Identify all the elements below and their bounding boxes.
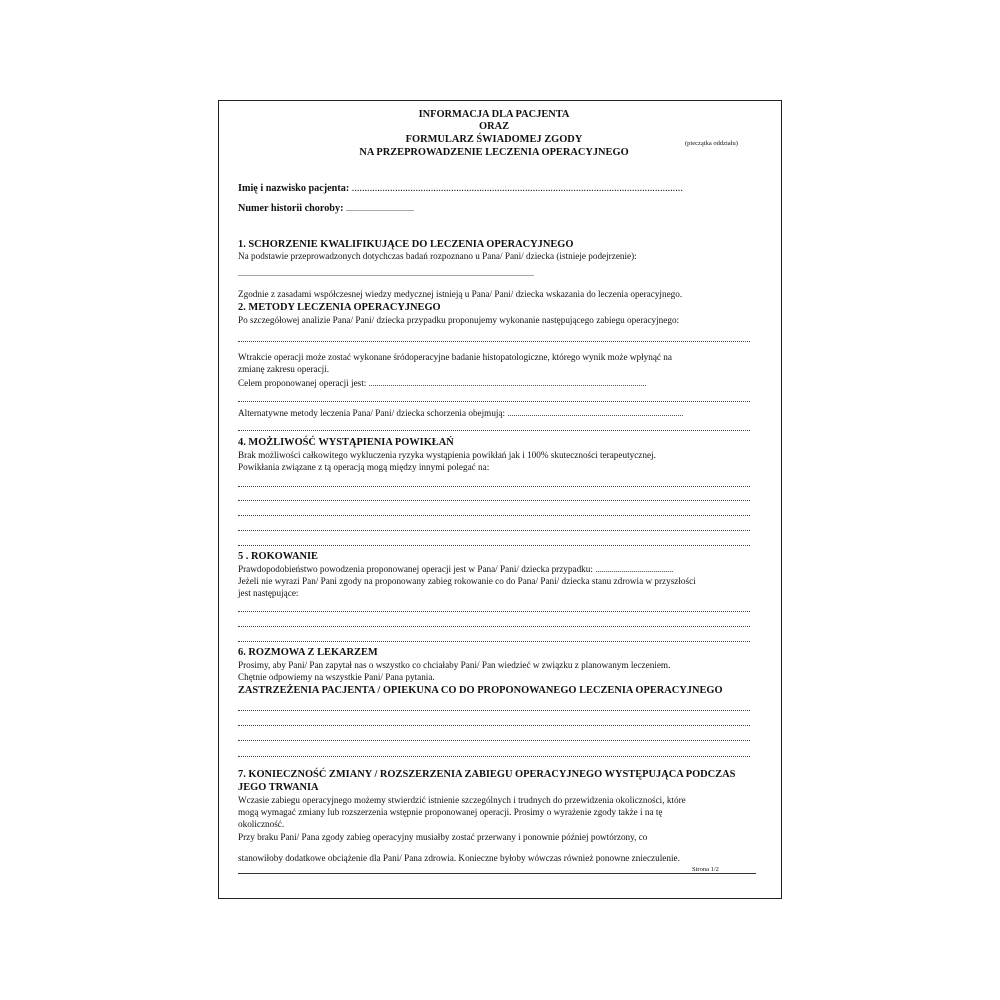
section-5-title: 5 . ROKOWANIE <box>238 551 318 562</box>
footer-divider <box>238 873 756 874</box>
reservations-field-line-2[interactable] <box>238 725 750 726</box>
operation-goal-field[interactable]: ........................................................................................................................................... <box>368 379 647 388</box>
section-7-text-line-1: Wczasie zabiegu operacyjnego możemy stwierdzić istnienie szczególnych i trudnych do przewidzenia okoliczności, które <box>238 795 686 805</box>
history-number-field[interactable]: .................................. <box>346 204 415 213</box>
section-2-text: Po szczegółowej analizie Pana/ Pani/ dziecka przypadku proponujemy wykonanie następującego zabiegu operacyjnego: <box>238 315 680 325</box>
section-5-prognosis-line-2: jest następujące: <box>238 588 299 598</box>
operation-goal-label: Celem proponowanej operacji jest: <box>238 378 367 388</box>
form-title-line-2: ORAZ <box>478 121 510 132</box>
section-7-title-line-1: 7. KONIECZNOŚĆ ZMIANY / ROZSZERZENIA ZABIEGU OPERACYJNEGO WYSTĘPUJĄCA PODCZAS <box>238 769 736 780</box>
procedure-field-line[interactable] <box>238 341 750 342</box>
section-6-text-line-1: Prosimy, aby Pani/ Pan zapytał nas o wszystko co chciałaby Pani/ Pan wiedzieć w związku z planowanym leczeniem. <box>238 660 671 670</box>
diagnosis-field[interactable]: .................................................................................................................................................... <box>238 269 534 278</box>
complications-field-line-1[interactable] <box>238 486 750 487</box>
section-5-prognosis-line-1: Jeżeli nie wyrazi Pan/ Pani zgody na proponowany zabieg rokowanie co do Pana/ Pani/ dziecka stanu zdrowia w przyszłości <box>238 576 696 586</box>
form-title-line-3: FORMULARZ ŚWIADOMEJ ZGODY <box>405 134 583 145</box>
reservations-field-line-4[interactable] <box>238 756 750 757</box>
section-4-risk-text: Brak możliwości całkowitego wykluczenia ryzyka wystąpienia powikłań jak i 100% skuteczności terapeutycznej. <box>238 450 656 460</box>
operation-goal-row[interactable] <box>238 378 647 389</box>
complications-field-line-2[interactable] <box>238 500 750 501</box>
alternative-methods-row[interactable] <box>238 408 683 419</box>
section-7-text-line-2: mogą wymagać zmiany lub rozszerzenia wstępnie proponowanej operacji. Prosimy o wyrażenie zgody także i na tę <box>238 807 663 817</box>
success-probability-row[interactable] <box>238 564 673 575</box>
section-6-title: 6. ROZMOWA Z LEKARZEM <box>238 647 378 658</box>
section-6-text-line-2: Chętnie odpowiemy na wszystkie Pani/ Pana pytania. <box>238 672 435 682</box>
success-probability-field[interactable]: ....................................... <box>595 565 674 574</box>
success-probability-label: Prawdopodobieństwo powodzenia proponowanej operacji jest w Pana/ Pani/ dziecka przypadku: <box>238 564 593 574</box>
section-1-indication-text: Zgodnie z zasadami współczesnej wiedzy medycznej istnieją u Pana/ Pani/ dziecka wskazania do leczenia operacyjnego. <box>238 289 683 299</box>
patient-name-row[interactable] <box>238 183 683 194</box>
prognosis-field-line-3[interactable] <box>238 641 750 642</box>
form-title-line-1: INFORMACJA DLA PACJENTA <box>418 109 570 120</box>
reservations-field-line-3[interactable] <box>238 740 750 741</box>
section-7-text-line-4: Przy braku Pani/ Pana zgody zabieg operacyjny musiałby zostać przerwany i ponownie później powtórzony, co <box>238 832 648 842</box>
complications-field-line-3[interactable] <box>238 515 750 516</box>
complications-field-line-5[interactable] <box>238 545 750 546</box>
prognosis-field-line-1[interactable] <box>238 611 750 612</box>
section-2-histopathology-line-1: Wtrakcie operacji może zostać wykonane śródoperacyjne badanie histopatologiczne, którego wynik może wpłynąć na <box>238 352 672 362</box>
reservations-field-line-1[interactable] <box>238 710 750 711</box>
section-4-title: 4. MOŻLIWOŚĆ WYSTĄPIENIA POWIKŁAŃ <box>238 437 454 448</box>
operation-goal-field-line-2[interactable] <box>238 401 750 402</box>
history-number-row[interactable] <box>238 203 414 214</box>
section-4-complications-text: Powikłania związane z tą operacją mogą między innymi polegać na: <box>238 462 490 472</box>
patient-name-field[interactable]: .................................................................................................................................. <box>351 183 683 194</box>
patient-reservations-title: ZASTRZEŻENIA PACJENTA / OPIEKUNA CO DO PROPONOWANEGO LECZENIA OPERACYJNEGO <box>238 685 723 696</box>
history-number-label: Numer historii choroby: <box>238 203 344 214</box>
alternative-methods-label: Alternatywne metody leczenia Pana/ Pani/ dziecka schorzenia obejmują: <box>238 408 506 418</box>
stamp-note: (pieczątka oddziału) <box>685 140 738 147</box>
prognosis-field-line-2[interactable] <box>238 626 750 627</box>
alternative-methods-field[interactable]: ........................................................................................ <box>507 409 684 418</box>
patient-name-label: Imię i nazwisko pacjenta: <box>238 183 350 194</box>
section-2-title: 2. METODY LECZENIA OPERACYJNEGO <box>238 302 441 313</box>
page-number: Strona 1/2 <box>692 866 719 873</box>
section-7-text-line-5: stanowiłoby dodatkowe obciążenie dla Pani/ Pana zdrowia. Konieczne byłoby wówczas również ponowne znieczulenie. <box>238 853 680 863</box>
section-1-text: Na podstawie przeprowadzonych dotychczas badań rozpoznano u Pana/ Pani/ dziecka (istnieje podejrzenie): <box>238 251 637 261</box>
alternative-methods-field-line-2[interactable] <box>238 430 750 431</box>
consent-form-page <box>218 100 782 899</box>
section-2-histopathology-line-2: zmianę zakresu operacji. <box>238 364 330 374</box>
section-1-title: 1. SCHORZENIE KWALIFIKUJĄCE DO LECZENIA OPERACYJNEGO <box>238 239 574 250</box>
section-7-text-line-3: okoliczność. <box>238 819 285 829</box>
form-title-line-4: NA PRZEPROWADZENIE LECZENIA OPERACYJNEGO <box>359 147 629 158</box>
section-7-title-line-2: JEGO TRWANIA <box>238 782 319 793</box>
complications-field-line-4[interactable] <box>238 530 750 531</box>
